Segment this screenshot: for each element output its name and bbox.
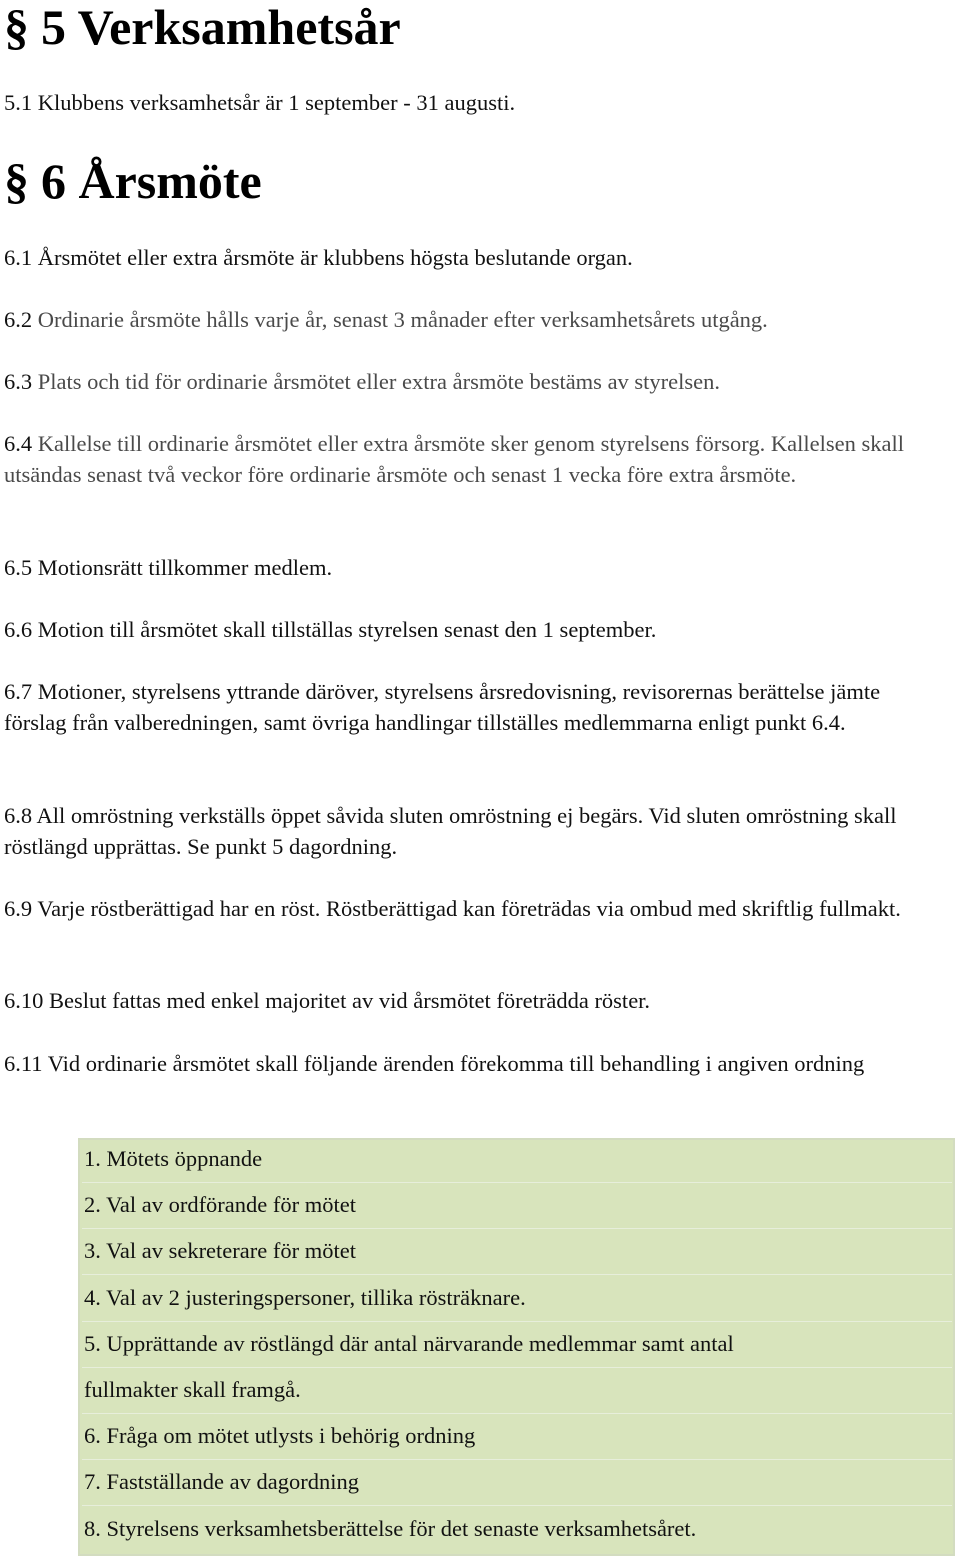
paragraph-5-1	[4, 87, 944, 118]
paragraph-number: 6.5	[4, 555, 33, 580]
paragraph-number: 5.1	[4, 90, 33, 115]
agenda-item: 5. Upprättande av röstlängd där antal närvarande medlemmar samt antal	[82, 1321, 952, 1368]
paragraph-6-3	[4, 366, 944, 397]
paragraph-text: Motion till årsmötet skall tillställas styrelsen senast den 1 september.	[37, 617, 657, 642]
paragraph-number: 6.6	[4, 617, 33, 642]
paragraph-number: 6.1	[4, 245, 33, 270]
agenda-item: 1. Mötets öppnande	[82, 1136, 952, 1183]
paragraph-text: Motionsrätt tillkommer medlem.	[37, 555, 333, 580]
section-symbol: §	[4, 0, 29, 55]
paragraph-text: Plats och tid för ordinarie årsmötet eller extra årsmöte bestäms av styrelsen.	[37, 369, 721, 394]
agenda-item: fullmakter skall framgå.	[82, 1367, 952, 1414]
agenda-box	[78, 1138, 955, 1556]
paragraph-text: Vid ordinarie årsmötet skall följande ärenden förekomma till behandling i angiven ordning	[47, 1051, 865, 1076]
paragraph-6-1	[4, 242, 944, 273]
paragraph-number: 6.8	[4, 803, 33, 828]
agenda-item: 7. Fastställande av dagordning	[82, 1459, 952, 1506]
paragraph-number: 6.10	[4, 988, 44, 1013]
section-heading-label: 5 Verksamhetsår	[41, 0, 401, 55]
paragraph-6-7	[4, 676, 944, 738]
paragraph-number: 6.2	[4, 307, 33, 332]
paragraph-6-10	[4, 985, 944, 1016]
paragraph-text: Beslut fattas med enkel majoritet av vid årsmötet företrädda röster.	[49, 988, 651, 1013]
paragraph-number: 6.4	[4, 431, 33, 456]
agenda-item: 8. Styrelsens verksamhetsberättelse för det senaste verksamhetsåret.	[84, 1516, 697, 1541]
paragraph-text: All omröstning verkställs öppet såvida sluten omröstning ej begärs. Vid sluten omröstning skall röstlängd upprättas. Se punkt 5 dagordning.	[4, 803, 897, 859]
paragraph-text: Ordinarie årsmöte hålls varje år, senast 3 månader efter verksamhetsårets utgång.	[37, 307, 768, 332]
paragraph-text: Motioner, styrelsens yttrande däröver, styrelsens årsredovisning, revisorernas berättelse jämte förslag från valberedningen, samt övriga handlingar tillställes medlemmarna enligt punkt 6.4.	[4, 679, 881, 735]
paragraph-6-9	[4, 893, 944, 924]
paragraph-6-4	[4, 428, 944, 490]
paragraph-6-2	[4, 304, 944, 335]
agenda-item: 2. Val av ordförande för mötet	[82, 1182, 952, 1229]
section-heading-5	[4, 0, 401, 54]
agenda-item: 3. Val av sekreterare för mötet	[82, 1228, 952, 1275]
paragraph-text: Årsmötet eller extra årsmöte är klubbens högsta beslutande organ.	[37, 245, 633, 270]
paragraph-6-6	[4, 614, 944, 645]
paragraph-text: Kallelse till ordinarie årsmötet eller extra årsmöte sker genom styrelsens försorg. Kallelsen skall utsändas senast två veckor före ordinarie årsmöte och senast 1 vecka före extra årsmöte.	[4, 431, 904, 487]
paragraph-6-11	[4, 1048, 944, 1079]
paragraph-6-8	[4, 800, 944, 862]
paragraph-number: 6.11	[4, 1051, 43, 1076]
paragraph-number: 6.7	[4, 679, 33, 704]
paragraph-text: Varje röstberättigad har en röst. Röstberättigad kan företrädas via ombud med skriftlig fullmakt.	[37, 896, 901, 921]
paragraph-text: Klubbens verksamhetsår är 1 september - 31 augusti.	[37, 90, 516, 115]
paragraph-6-5	[4, 552, 944, 583]
section-heading-label: 6 Årsmöte	[41, 153, 262, 209]
paragraph-number: 6.9	[4, 896, 33, 921]
section-heading-6	[4, 154, 262, 208]
section-symbol: §	[4, 153, 29, 209]
agenda-item: 4. Val av 2 justeringspersoner, tillika rösträknare.	[82, 1275, 952, 1322]
agenda-item: 6. Fråga om mötet utlysts i behörig ordning	[82, 1413, 952, 1460]
paragraph-number: 6.3	[4, 369, 33, 394]
